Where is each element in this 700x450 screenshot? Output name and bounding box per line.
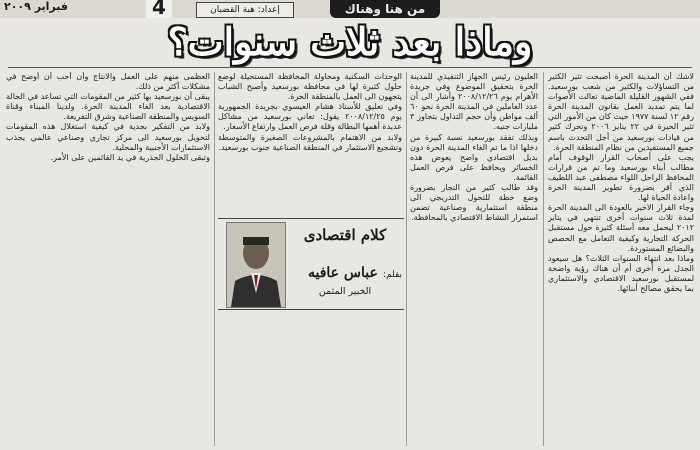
article-column-1 (548, 72, 694, 448)
paragraph: لاشك أن المدينة الحرة أصبحت تثير الكثير من التساؤلات والكثير من شعب بورسعيد. ففي الشهور القليلة الماضية تعالت الأصوات لما يتم تمديد العمل بقانون المدينة الحرة رقم ١٢ لسنة ١٩٧٧ حيث كان من الأمور التي تثير الحيرة في ٢٢ يناير ٢٠٠٦ وتحرك كثير من قيادات بورسعيد من أجل التحدث باسم جميع المستفيدين من نظام المنطقة الحرة. (548, 72, 694, 152)
paragraph: وجاء القرار الاخير بالعودة الى المدينة الحرة لمدة ثلاث سنوات أخرى تنتهي في يناير ٢٠١٢ ليحمل معه أسئلة كثيرة حول مستقبل الحركة التجارية وكيفية التعامل مع الحصص والبضائع المستوردة. (548, 203, 694, 253)
author-name: عباس عافيه (307, 265, 378, 281)
headline-rule (8, 67, 692, 68)
article-column-4 (6, 72, 210, 448)
author-title: الخبير المثمن (318, 286, 372, 297)
author-portrait-icon (227, 223, 285, 307)
box-top-rule (218, 218, 404, 219)
byline (288, 262, 402, 281)
paragraph: وقد طالب كثير من التجار بضرورة وضع خطة للتحول التدريجي الى منطقة استثمارية وصناعية تضمن استمرار النشاط الاقتصادي بالمحافظة. (410, 183, 538, 223)
masthead-strip (0, 0, 700, 18)
paragraph: ولابد من التفكير بجدية في كيفية استغلال هذه المقومات لتحويل بورسعيد الى مركز تجاري وصناعي عالمي يجذب الاستثمارات الأجنبية والمحلية. (6, 122, 210, 152)
paragraph: يبقى أن بورسعيد بها كثير من المقومات التي تساعد في الحالة الاقتصادية بعد الغاء المدينة الحرة. ولدينا الميناء وقناة السويس والمنطقة الصناعية وشرق التفريعة. (6, 92, 210, 122)
column-divider (543, 72, 544, 446)
box-bottom-rule (218, 309, 404, 310)
paragraph: وبذلك تفقد بورسعيد نسبة كبيرة من دخلها اذا ما تم الغاء المدينة الحرة دون بديل اقتصادي واضح يعوض هذه الخسائر ويحافظ على فرص العمل القائمة. (410, 132, 538, 182)
author-photo (226, 222, 286, 308)
page-number: 4 (146, 0, 172, 18)
section-title: من هنا وهناك (330, 0, 440, 18)
column-divider (406, 72, 407, 446)
prepared-by: إعداد: هبة القضبان (196, 2, 294, 18)
paragraph: وتبقى الحلول الجذرية في يد القائمين على الأمر. (50, 152, 210, 162)
paragraph: ولابد من الاهتمام بالمشروعات الصغيرة والمتوسطة وتشجيع الاستثمار في المنطقة الصناعية جنوب بورسعيد. (218, 132, 402, 152)
paragraph: يجب على أصحاب القرار الوقوف أمام مطالب أبناء بورسعيد وما تم من قرارات المحافظ الراحل اللواء مصطفى عبد اللطيف الذي أقر بضرورة تطوير المدينة الحرة واعادة الحياة لها. (548, 152, 694, 203)
paragraph: الوحدات السكنية ومحاولة المحافظة المستحيلة لوضع حلول كثيرة لها في محافظة بورسعيد وأصبح الشباب يتجهون الى العمل بالمنطقة الحرة. (218, 72, 402, 102)
article-column-3 (218, 72, 402, 212)
issue-date: فبراير ٢٠٠٩ (4, 0, 68, 13)
paragraph: العليون رئيس الجهاز التنفيذي للمدينة الحرة بتحقيق الموضوع وفي جريدة الأهرام يوم ٢٠٠٨/١٢/٢٦ وأشار الى أن عدد العاملين في المدينة الحرة نحو ٦٠ ألف مواطن وأن حجم التداول يتجاوز ٣ مليارات جنيه. (410, 72, 538, 132)
byline-prefix: بقلم: (382, 270, 402, 280)
paragraph: العظمى منهم على العمل والانتاج وأن أحب أن أوضح في مشكلات أكثر من ذلك. (6, 72, 210, 92)
columnist-box (218, 218, 404, 310)
paragraph: وماذا بعد انتهاء السنوات الثلاث؟ هل سيعود الجدل مرة أخرى أم أن هناك رؤية واضحة لمستقبل بورسعيد الاقتصادي والاستثماري بما يحقق مصالح أبنائها. (548, 253, 694, 293)
column-name: كلام اقتصادى (303, 226, 387, 244)
column-divider (214, 72, 215, 446)
headline: وماذا بعد ثلاث سنوات؟ (167, 19, 533, 64)
paragraph: وفي تعليق للأستاذ هشام العيسوي بجريدة الجمهورية يوم ٢٠٠٨/١٢/٢٥ يقول: تعاني بورسعيد من مشاكل عديدة أهمها البطالة وقلة فرص العمل وارتفاع الأسعار. (218, 102, 402, 132)
article-column-2 (410, 72, 538, 448)
